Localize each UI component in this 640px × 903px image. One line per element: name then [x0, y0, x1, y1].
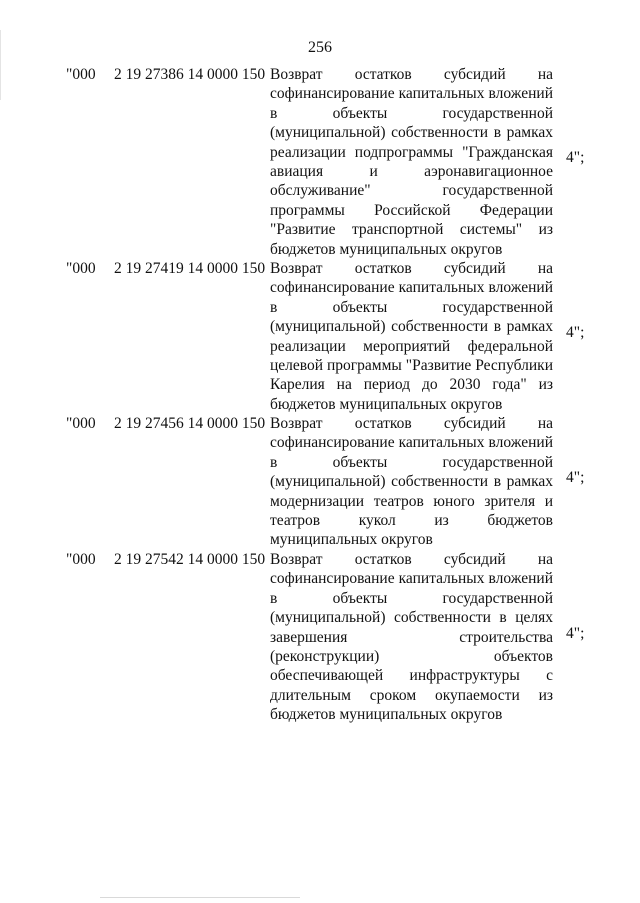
budget-classification-code: 2 19 27456 14 0000 150	[114, 415, 266, 432]
normative-value: 4";	[566, 324, 585, 341]
normative-value: 4";	[566, 625, 585, 642]
income-description: Возврат остатков субсидий на софинансирование капитальных вложений в объекты государственной (муниципальной) собственности в целях завершения строительства (реконструкции) объектов обеспечивающей инфраструктуры с длительным сроком окупаемости из бюджетов муниципальных округов	[270, 551, 553, 724]
income-description: Возврат остатков субсидий на софинансирование капитальных вложений в объекты государственной (муниципальной) собственности в рамках модернизации театров юного зрителя и театров кукол из бюджетов муниципальных округов	[270, 415, 553, 549]
admin-code: "000	[66, 260, 96, 277]
scan-edge-mark	[0, 30, 5, 100]
income-description: Возврат остатков субсидий на софинансирование капитальных вложений в объекты государственной (муниципальной) собственности в рамках реализации мероприятий федеральной целевой программы "Развитие Республики Карелия на период до 2030 года" из бюджетов муниципальных округов	[270, 260, 553, 413]
table-row	[0, 65, 640, 259]
admin-code: "000	[66, 66, 96, 83]
normative-value: 4";	[566, 469, 585, 486]
normative-value: 4";	[566, 149, 585, 166]
table-row	[0, 550, 640, 725]
table-row	[0, 259, 640, 414]
admin-code: "000	[66, 551, 96, 568]
budget-classification-code: 2 19 27419 14 0000 150	[114, 260, 266, 277]
admin-code: "000	[66, 415, 96, 432]
budget-classification-code: 2 19 27542 14 0000 150	[114, 551, 266, 568]
budget-classification-code: 2 19 27386 14 0000 150	[114, 66, 266, 83]
scan-bottom-line	[100, 897, 300, 898]
table-row	[0, 414, 640, 550]
page-number: 256	[308, 39, 332, 56]
income-description: Возврат остатков субсидий на софинансирование капитальных вложений в объекты государственной (муниципальной) собственности в рамках реализации подпрограммы "Гражданская авиация и аэронавигационное обслуживание" государственной программы Российской Федерации "Развитие транспортной системы" из бюджетов муниципальных округов	[270, 66, 553, 258]
